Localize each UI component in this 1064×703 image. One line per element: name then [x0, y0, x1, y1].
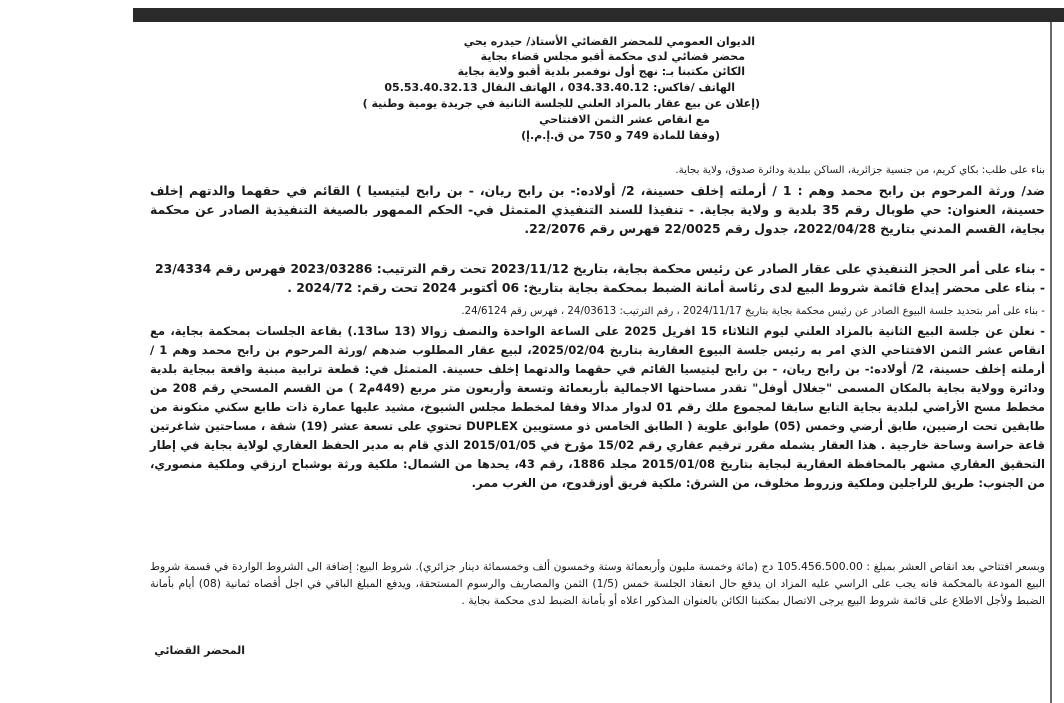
- header-address: الكائن مكتبنا بـ: نهج أول نوفمبر بلدية أقبو ولاية بجاية: [457, 65, 745, 78]
- scan-top-border: [133, 8, 1064, 22]
- paragraph-session-order: - بناء على أمر بتحديد جلسة البيوع الصادر عن رئيس محكمة بجاية بتاريخ 2024/11/17 ، رقم الترتيب: 24/03613 ، فهرس رقم 24/6124.: [461, 306, 1045, 317]
- paragraph-price-and-terms: وبسعر افتتاحي بعد انقاص العشر بمبلغ : 105.456.500.00 دج (مائة وخمسة مليون وأربعمائة وستة وخمسون ألف وخمسمائة دينار جزائري). شروط البيع: إضافة الى الشروط الواردة في قسمة شروط البيع المودعة بالمحكمة فانه يجب على الراسي عليه المزاد ان يدفع حال انعقاد الجلسة خمس (1/5) الثمن والمصاريف والرسوم المستحقة، ويدفع المبلغ الباقي في اجل أقصاه ثمانية (08) أيام بأمانة الضبط ولأجل الاطلاع على قائمة شروط البيع يرجى الاتصال بمكتبنا الكائن بالعنوان المذكور اعلاه أو بأمانة الضبط لدى محكمة بجاية .: [150, 560, 1046, 607]
- paragraph-requester: بناء على طلب: بكاي كريم، من جنسية جزائرية، الساكن ببلدية ودائرة صدوق، ولاية بجاية.: [675, 165, 1045, 176]
- header-subtitle: مع انقاص عشر الثمن الافتتاحي: [539, 113, 710, 126]
- signature-bailiff: المحضر القضائي: [154, 644, 245, 657]
- header-announcement-title: (إعلان عن بيع عقار بالمزاد العلني للجلسة الثانية في جريدة يومية وطنية ): [362, 97, 760, 110]
- header-legal-reference: (وفقا للمادة 749 و 750 من ق.إ.م.إ): [521, 129, 720, 142]
- header-phone: الهاتف /فاكس: 034.33.40.12 ، الهاتف النقال 05.53.40.32.13: [384, 81, 735, 94]
- header-court: محضر قضائي لدى محكمة أقبو مجلس قضاء بجاية: [480, 50, 745, 63]
- paragraph-seizure-order: - بناء على أمر الحجز التنفيذي على عقار الصادر عن رئيس محكمة بجاية، بتاريخ 2023/11/12 تحت رقم الترتيب: 2023/03286 فهرس رقم 23/4334: [155, 261, 1045, 276]
- paragraph-sale-announcement: - نعلن عن جلسة البيع الثانية بالمزاد العلني ليوم الثلاثاء 15 افريل 2025 على الساعة الواحدة والنصف زوالا (13 سا13.) بقاعة الجلسات بمحكمة بجاية، مع انقاص عشر الثمن الافتتاحي الذي امر به رئيس جلسة البيوع العقارية بتاريخ 2025/02/04، لبيع عقار المطلوب ضدهم /ورثة المرحوم بن رابح محمد وهم 1 / أرملته إخلف حسينة، 2/ أولاده:- بن رابح ريان، - بن رابح ليتيسيا القائم في حقهما والدتهما إخلف حسينة. المتمثل في: قطعة ترابية مبنية واقعة ببجاية بلدية ودائرة وولاية بجاية بالمكان المسمى "جغلال أوفل" تقدر مساحتها الاجمالية بأربعمائة وتسعة وأربعون متر مربع (449م2 ) من القسم المسحي رقم 208 من مخطط مسح الأراضي لبلدية بجاية التابع سابقا لمجموع ملك رقم 01 لدوار مدالا وفقا لمخطط مجلس الشيوخ، مشيد عليها عمارة ذات طابع سكني متكونة من طابقين تحت ارضيين، طابق أرضي وخمس (05) طوابق علوية ( الطابق الخامس ذو مستويين DUPLEX تحتوي على تسعة عشر (19) شقة ، مساحتين شاغرتين قاعة حراسة وساحة خارجية . هذا العقار يشمله مقرر ترقيم عقاري رقم 15/02 مؤرخ في 2015/01/05 الذي قام به مدير الحفظ العقاري لولاية بجاية في إطار التحقيق العقاري مشهر بالمحافظة العقارية لبجاية بتاريخ 2015/01/08 مجلد 1886، رقم 43، يحدها من الشمال: ملكية ورثة بوشباح ارزقي وملكية منصوري، من الجنوب: طريق للراجلين وملكية وزروط مخلوف، من الشرق: ملكية فريق أوزقدوح، من الغرب ممر.: [150, 324, 1046, 490]
- header-office: الديوان العمومي للمحضر القضائي الأستاذ/ حيدره يحي: [463, 35, 755, 48]
- document-page: [150, 30, 1045, 700]
- scan-right-edge: [1050, 22, 1052, 703]
- paragraph-conditions-deposit: - بناء على محضر إيداع قائمة شروط البيع لدى رئاسة أمانة الضبط بمحكمة بجاية بتاريخ: 06 أكتوبر 2024 تحت رقم: 2024/72 .: [287, 280, 1045, 295]
- paragraph-defendants: ضد/ ورثة المرحوم بن رابح محمد وهم : 1 / أرملته إخلف حسينة، 2/ أولاده:- بن رابح ريان، - بن رابح ليتيسيا ) القائم في حقهما والدتهم إخلف حسينة، العنوان: حي طوبال رقم 35 بلدية و ولاية بجاية. - تنفيذا للسند التنفيذي المتمثل في- الحكم الممهور بالصيغة التنفيذية الصادر عن محكمة بجاية، القسم المدني بتاريخ 2022/04/28، جدول رقم 22/0025 فهرس رقم 22/2076.: [150, 183, 1045, 236]
